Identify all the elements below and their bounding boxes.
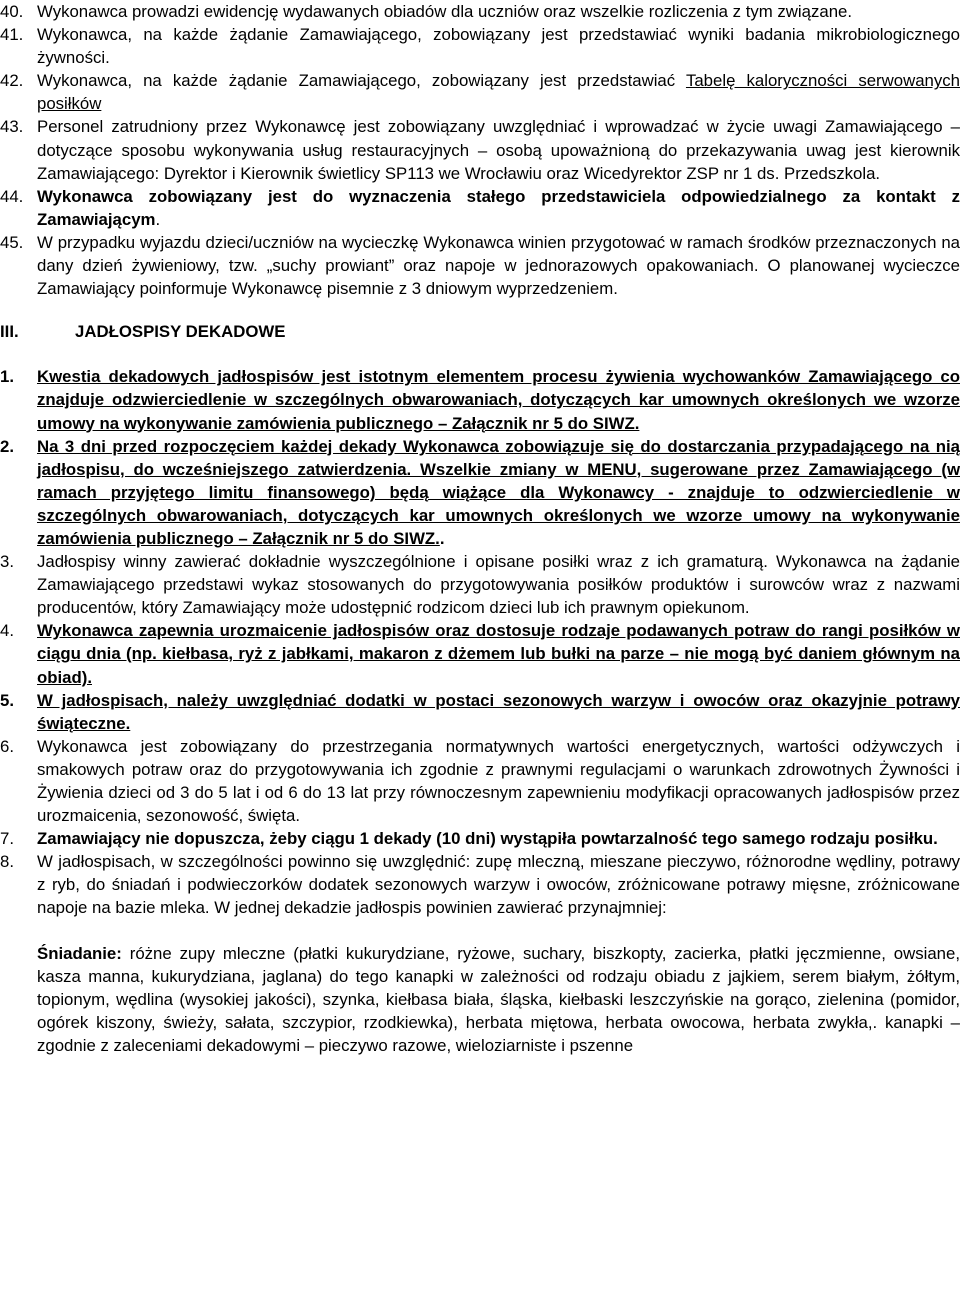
item-text bbox=[37, 829, 938, 848]
item-text bbox=[37, 187, 960, 229]
item-number: 42. bbox=[0, 71, 24, 91]
text-run: Zamawiający nie dopuszcza, żeby ciągu 1 dekady (10 dni) wystąpiła powtarzalność tego samego rodzaju posiłku. bbox=[37, 829, 938, 849]
text-run: Wykonawca, na każde żądanie Zamawiającego, zobowiązany jest przedstawiać wyniki badania mikrobiologicznego żywności. bbox=[37, 25, 960, 68]
text-run: W jadłospisach, w szczególności powinno się uwzględnić: zupę mleczną, mieszane pieczywo, różnorodne wędliny, potrawy z ryb, do śniadań i podwieczorków dodatek sezonowych warzyw i owoców, zróżnicowane potrawy mięsne, zróżnicowane napoje na bazie mleka. W jednej dekadzie jadłospis powinien zawierać przynajmniej: bbox=[37, 852, 960, 918]
text-run: Tabelę kaloryczności serwowanych posiłków bbox=[37, 71, 960, 114]
section-title: JADŁOSPISY DEKADOWE bbox=[75, 322, 286, 342]
item-number: 2. bbox=[0, 436, 14, 456]
breakfast-paragraph bbox=[0, 942, 960, 1057]
item-number: 6. bbox=[0, 736, 14, 756]
text-run: Jadłospisy winny zawierać dokładnie wyszczególnione i opisane posiłki wraz z ich gramaturą. Wykonawca na żądanie Zamawiającego przedstawi wykaz stosowanych do przygotowywania posiłków produktów i surowców wraz z nazwami producentów, który Zamawiający może udostępnić rodzicom dzieci lub ich prawnym opiekunom. bbox=[37, 552, 960, 618]
text-run: . bbox=[155, 209, 161, 229]
item-text bbox=[37, 117, 960, 182]
item-number: 1. bbox=[0, 367, 14, 387]
text-run: Personel zatrudniony przez Wykonawcę jest zobowiązany uwzględniać i wprowadzać w życie uwagi Zamawiającego – dotyczące sposobu wykonywania usług restauracyjnych – osobą upoważnioną do przekazywania uwag jest kierownik Zamawiającego: Dyrektor i Kierownik świetlicy SP113 we Wrocławiu oraz Wicedyrektor ZSP nr 1 ds. Przedszkola. bbox=[37, 117, 960, 183]
item-number: 40. bbox=[0, 2, 24, 21]
list-item bbox=[0, 827, 960, 850]
list-item bbox=[0, 435, 960, 550]
text-run: W przypadku wyjazdu dzieci/uczniów na wycieczkę Wykonawca winien przygotować w ramach środków przeznaczonych na dany dzień żywieniowy, tzw. „suchy prowiant” oraz napoje w jednorazowych opakowaniach. O planowanej wycieczce Zamawiający poinformuje Wykonawcę pisemnie z 3 dniowym wyprzedzeniem. bbox=[37, 232, 960, 299]
item-text bbox=[37, 552, 960, 617]
item-text bbox=[37, 437, 960, 548]
list-item bbox=[0, 365, 960, 434]
item-number: 7. bbox=[0, 829, 14, 849]
item-text bbox=[37, 71, 960, 113]
list-item bbox=[0, 231, 960, 300]
item-number: 3. bbox=[0, 552, 14, 572]
list-item bbox=[0, 850, 960, 919]
item-text bbox=[37, 852, 960, 917]
list-item bbox=[0, 689, 960, 735]
item-number: 4. bbox=[0, 621, 14, 641]
text-run: Wykonawca jest zobowiązany do przestrzegania normatywnych wartości energetycznych, wartości odżywczych i smakowych potraw oraz do przygotowywania ich zgodnie z prawnymi regulacjami o warunkach zdrowotnych Żywności i Żywienia dzieci od 3 do 5 lat i od 6 do 13 lat przy równoczesnym zapewnieniu modyfikacji opracowanych jadłospisów przez urozmaicenia, sezonowość, święta. bbox=[37, 736, 960, 826]
list-item bbox=[0, 69, 960, 115]
list-item bbox=[0, 23, 960, 69]
list-item bbox=[0, 619, 960, 688]
item-number: 45. bbox=[0, 232, 24, 252]
item-number: 44. bbox=[0, 186, 24, 206]
list-item bbox=[0, 0, 960, 23]
list-item bbox=[0, 115, 960, 184]
text-run: Wykonawca prowadzi ewidencję wydawanych obiadów dla uczniów oraz wszelkie rozliczenia z tym związane. bbox=[37, 2, 853, 21]
item-text bbox=[37, 367, 960, 432]
top-list bbox=[0, 0, 960, 300]
item-number: 41. bbox=[0, 25, 24, 45]
item-text bbox=[37, 737, 960, 825]
menu-requirements-list bbox=[0, 365, 960, 919]
item-number: 5. bbox=[0, 690, 14, 710]
item-text bbox=[37, 25, 960, 67]
text-run: Śniadanie: bbox=[37, 943, 122, 963]
text-run: Wykonawca, na każde żądanie Zamawiającego, zobowiązany jest przedstawiać bbox=[37, 71, 686, 91]
text-run: różne zupy mleczne (płatki kukurydziane, ryżowe, suchary, biszkopty, zacierka, płatki jęczmienne, owsiane, kasza manna, kukurydziana, jaglana) do tego kanapki w zależności od rodzaju obiadu z jajkiem, serem białym, żółtym, topionym, wędlina (wysokiej jakości), szynka, kiełbasa biała, śląska, kiełbaski leszczyńskie na gorąco, zielenina (pomidor, ogórek kiszony, świeży, sałata, szczypior, rzodkiewka), herbata miętowa, herbata owocowa, herbata zwykła,. kanapki – zgodnie z zaleceniami dekadowymi – pieczywo razowe, wieloziarniste i pszenne bbox=[37, 943, 960, 1055]
text-run: Wykonawca zapewnia urozmaicenie jadłospisów oraz dostosuje rodzaje podawanych potraw do rangi posiłków w ciągu dnia (np. kiełbasa, ryż z jabłkami, makaron z dżemem lub bułki na parze – nie mogą być daniem głównym na obiad). bbox=[37, 621, 960, 687]
section-heading bbox=[0, 320, 960, 343]
text-run: . bbox=[439, 528, 445, 548]
list-item bbox=[0, 185, 960, 231]
item-number: 8. bbox=[0, 852, 14, 872]
text-run: Na 3 dni przed rozpoczęciem każdej dekady Wykonawca zobowiązuje się do dostarczania przypadającego na nią jadłospisu, do wcześniejszego zatwierdzenia. Wszelkie zmiany w MENU, sugerowane przez Zamawiającego (w ramach przyjętego limitu finansowego) będą wiążące dla Wykonawcy - znajduje to odzwierciedlenie w szczególnych obwarowaniach, dotyczących kar umownych określonych we wzorze umowy na wykonywanie zamówienia publicznego – Załącznik nr 5 do SIWZ. bbox=[37, 436, 960, 548]
item-text bbox=[37, 621, 960, 686]
text-run: Kwestia dekadowych jadłospisów jest istotnym elementem procesu żywienia wychowanków Zamawiającego co znajduje odzwierciedlenie w szczególnych obwarowaniach, dotyczących kar umownych określonych we wzorze umowy na wykonywanie zamówienia publicznego – Załącznik nr 5 do SIWZ. bbox=[37, 367, 960, 433]
item-number: 43. bbox=[0, 117, 24, 137]
list-item bbox=[0, 550, 960, 619]
item-text bbox=[37, 233, 960, 298]
item-text bbox=[37, 2, 852, 21]
text-run: Wykonawca zobowiązany jest do wyznaczenia stałego przedstawiciela odpowiedzialnego za kontakt z Zamawiającym bbox=[37, 186, 960, 229]
text-run: W jadłospisach, należy uwzględniać dodatki w postaci sezonowych warzyw i owoców oraz okazyjnie potrawy świąteczne. bbox=[37, 690, 960, 733]
section-number: III. bbox=[0, 322, 19, 342]
list-item bbox=[0, 735, 960, 827]
item-text bbox=[37, 691, 960, 733]
